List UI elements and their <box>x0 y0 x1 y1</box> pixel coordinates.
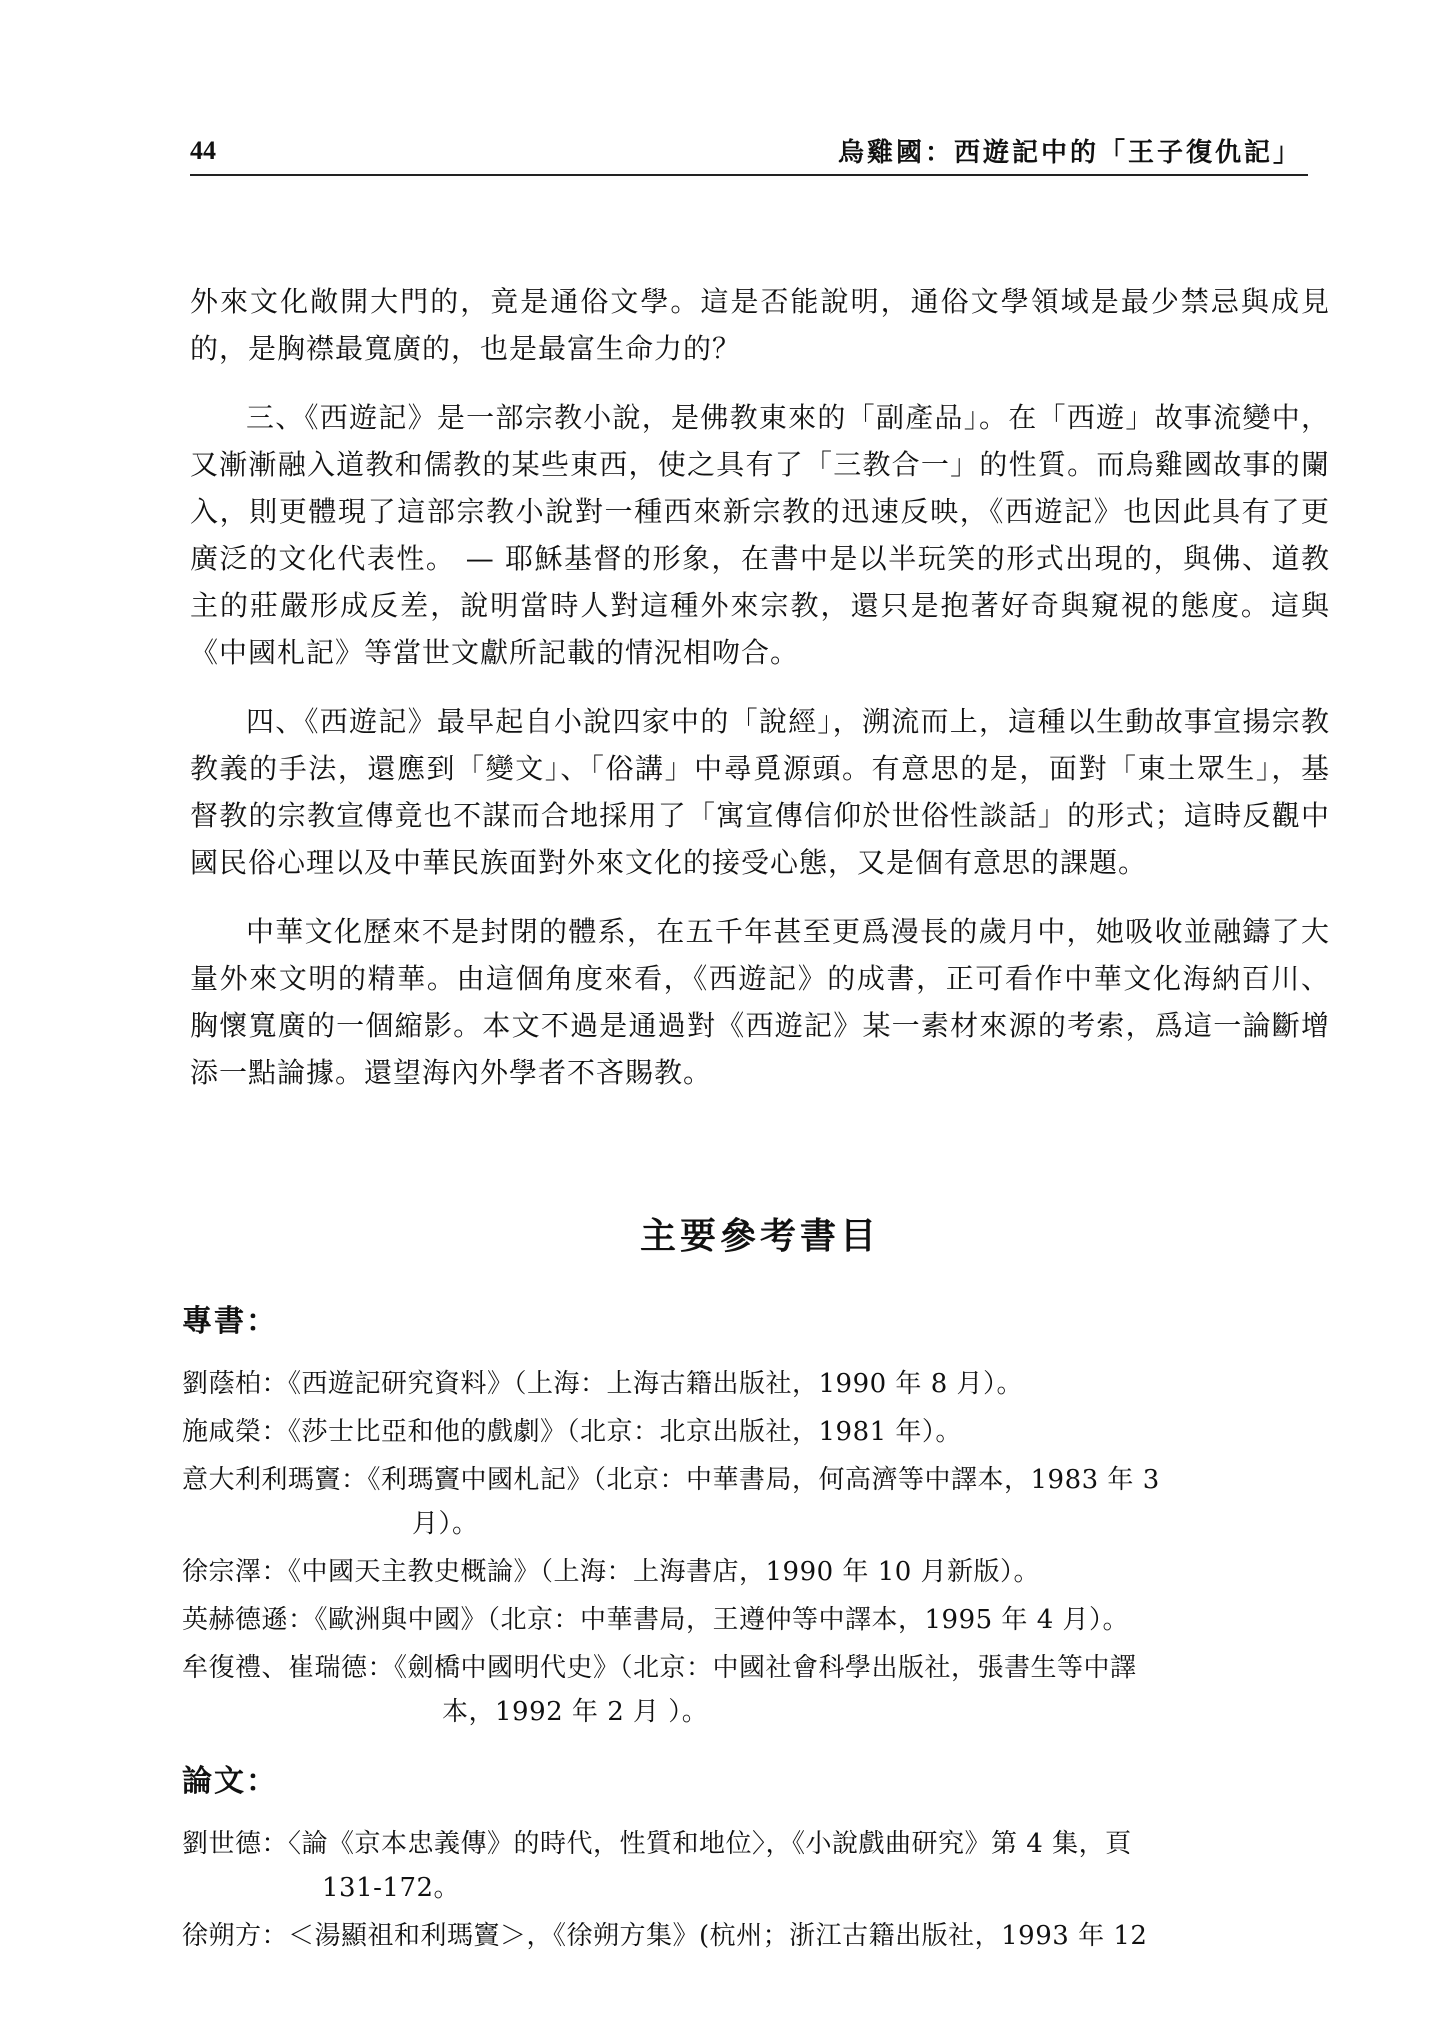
page-number: 44 <box>190 136 216 165</box>
bib-entry <box>182 1646 1332 1734</box>
page-header <box>190 128 1308 176</box>
bib-entry <box>182 1362 1332 1406</box>
bib-entry-continuation: 131-172。 <box>322 1873 461 1903</box>
paragraph-point-three: 三、《西遊記》是一部宗教小說，是佛教東來的「副產品」。在「西遊」故事流變中，又漸漸融入道教和儒教的某些東西，使之具有了「三教合一」的性質。而烏雞國故事的闌入，則更體現了這部宗教小說對一種西來新宗教的迅速反映，《西遊記》也因此具有了更廣泛的文化代表性。 — 耶穌基督的形象，在書中是以半玩笑的形式出現的，與佛、道教主的莊嚴形成反差，說明當時人對這種外來宗教，還只是抱著好奇與窺視的態度。這與《中國札記》等當世文獻所記載的情況相吻合。 <box>190 401 1330 669</box>
bib-entry <box>182 1822 1332 1910</box>
bib-entry-text: 意大利利瑪竇：《利瑪竇中國札記》（北京：中華書局，何高濟等中譯本，1983 年 3 <box>182 1465 1160 1495</box>
bib-entry <box>182 1410 1332 1454</box>
bib-entry <box>182 1598 1332 1642</box>
bib-entry-text: 徐宗澤：《中國天主教史概論》（上海：上海書店，1990 年 10 月新版）。 <box>182 1557 1041 1587</box>
bib-entry <box>182 1458 1332 1546</box>
books-heading: 專書： <box>182 1304 278 1339</box>
bib-entry-continuation: 月）。 <box>412 1509 479 1539</box>
bibliography-title: 主要參考書目 <box>639 1216 880 1257</box>
bib-entry-text: 英赫德遜：《歐洲與中國》（北京：中華書局，王遵仲等中譯本，1995 年 4 月）。 <box>182 1605 1130 1635</box>
papers-list <box>182 1822 1332 1958</box>
running-title: 烏雞國：西遊記中的「王子復仇記」 <box>837 138 1302 168</box>
bib-entry <box>182 1914 1332 1958</box>
bib-entry-text: 劉蔭柏：《西遊記研究資料》（上海：上海古籍出版社，1990 年 8 月）。 <box>182 1369 1024 1399</box>
bib-entry-text: 施咸榮：《莎士比亞和他的戲劇》（北京：北京出版社，1981 年）。 <box>182 1417 962 1447</box>
bib-entry <box>182 1550 1332 1594</box>
bib-entry-text: 劉世德：〈論《京本忠義傳》的時代，性質和地位〉，《小說戲曲研究》第 4 集，頁 <box>182 1829 1132 1859</box>
bib-entry-continuation: 本，1992 年 2 月 ）。 <box>442 1697 709 1727</box>
bibliography <box>182 1300 1332 1962</box>
bib-entry-text: 牟復禮、崔瑞德：《劍橋中國明代史》（北京：中國社會科學出版社，張書生等中譯 <box>182 1653 1137 1683</box>
paragraph-continuation: 外來文化敞開大門的，竟是通俗文學。這是否能說明，通俗文學領域是最少禁忌與成見的，是胸襟最寬廣的，也是最富生命力的？ <box>190 285 1330 365</box>
books-list <box>182 1362 1332 1734</box>
bib-entry-text: 徐朔方：＜湯顯祖和利瑪竇＞，《徐朔方集》(杭州；浙江古籍出版社，1993 年 12 <box>182 1921 1148 1951</box>
body-text <box>190 278 1330 1118</box>
paragraph-point-four: 四、《西遊記》最早起自小說四家中的「說經」，溯流而上，這種以生動故事宣揚宗教教義的手法，還應到「變文」、「俗講」中尋覓源頭。有意思的是，面對「東土眾生」，基督教的宗教宣傳竟也不謀而合地採用了「寓宣傳信仰於世俗性談話」的形式；這時反觀中國民俗心理以及中華民族面對外來文化的接受心態，又是個有意思的課題。 <box>190 705 1330 879</box>
papers-heading: 論文： <box>182 1764 278 1799</box>
paragraph-conclusion: 中華文化歷來不是封閉的體系，在五千年甚至更爲漫長的歲月中，她吸收並融鑄了大量外來文明的精華。由這個角度來看，《西遊記》的成書，正可看作中華文化海納百川、胸懷寬廣的一個縮影。本文不過是通過對《西遊記》某一素材來源的考索，爲這一論斷增添一點論據。還望海內外學者不吝賜教。 <box>190 915 1330 1089</box>
